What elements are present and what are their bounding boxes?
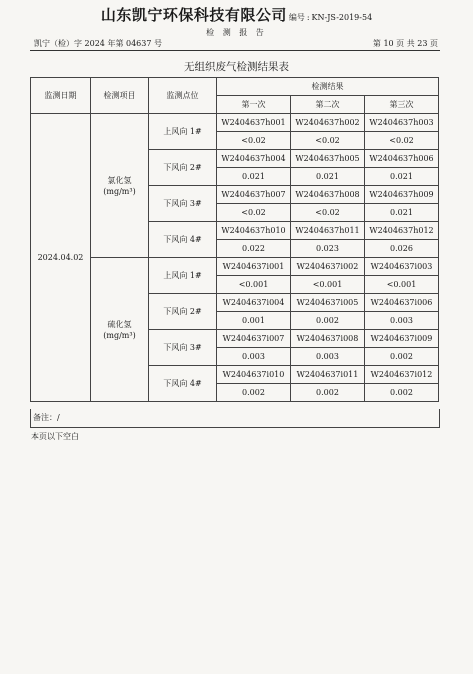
sample-id: W2404637i011 [291, 366, 365, 384]
test-item-cell [91, 258, 149, 402]
code-separator: : [306, 13, 310, 22]
sample-id: W2404637h010 [217, 222, 291, 240]
result-value: 0.002 [365, 348, 439, 366]
test-item-name: 氯化氢 [107, 175, 132, 185]
sample-id: W2404637i010 [217, 366, 291, 384]
company-name: 山东凯宁环保科技有限公司 [100, 6, 287, 24]
sample-id: W2404637i006 [365, 294, 439, 312]
page-footer: 本页以下空白 [31, 432, 79, 441]
result-value: <0.001 [291, 276, 365, 294]
result-value: 0.026 [365, 240, 439, 258]
sample-id: W2404637h005 [291, 150, 365, 168]
result-value: 0.002 [365, 384, 439, 402]
sample-id: W2404637i005 [291, 294, 365, 312]
result-value: 0.002 [291, 384, 365, 402]
result-value: 0.022 [217, 240, 291, 258]
sample-id: W2404637h009 [365, 186, 439, 204]
col-header-run-3: 第三次 [365, 96, 439, 114]
sample-id: W2404637h004 [217, 150, 291, 168]
code-label: 编号 [288, 13, 305, 22]
monitoring-point: 下风向 2# [149, 294, 217, 330]
sample-id: W2404637i001 [217, 258, 291, 276]
sample-id: W2404637i012 [365, 366, 439, 384]
sample-id: W2404637h001 [217, 114, 291, 132]
result-value: 0.003 [217, 348, 291, 366]
header-rule [30, 50, 440, 51]
test-item-cell [91, 114, 149, 258]
result-value: <0.02 [291, 132, 365, 150]
sample-id: W2404637h002 [291, 114, 365, 132]
header-row [31, 78, 439, 96]
monitoring-point: 下风向 4# [149, 366, 217, 402]
col-header-date: 监测日期 [31, 78, 91, 114]
result-value: <0.02 [291, 204, 365, 222]
col-header-run-2: 第二次 [291, 96, 365, 114]
monitoring-point: 上风向 1# [149, 258, 217, 294]
sample-id: W2404637i003 [365, 258, 439, 276]
result-value: 0.023 [291, 240, 365, 258]
result-value: 0.003 [365, 312, 439, 330]
result-value: 0.003 [291, 348, 365, 366]
monitoring-point: 下风向 4# [149, 222, 217, 258]
result-value: <0.02 [217, 204, 291, 222]
result-value: 0.002 [217, 384, 291, 402]
monitoring-point: 下风向 3# [149, 330, 217, 366]
report-subtitle: 检 测 报 告 [206, 28, 267, 37]
company-header [0, 4, 473, 25]
sample-id: W2404637h007 [217, 186, 291, 204]
test-item-unit: (mg/m³) [103, 186, 136, 196]
test-item-unit: (mg/m³) [103, 330, 136, 340]
sample-id: W2404637h012 [365, 222, 439, 240]
sample-id: W2404637i009 [365, 330, 439, 348]
results-table [30, 77, 439, 402]
result-value: 0.001 [217, 312, 291, 330]
result-value: 0.021 [365, 204, 439, 222]
result-value: 0.021 [291, 168, 365, 186]
test-item-name: 硫化氢 [107, 319, 132, 329]
table-row [31, 258, 439, 276]
monitoring-point: 下风向 3# [149, 186, 217, 222]
remarks: 备注：/ [30, 409, 440, 428]
col-header-results: 检测结果 [217, 78, 439, 96]
sample-id: W2404637h008 [291, 186, 365, 204]
sample-id: W2404637i004 [217, 294, 291, 312]
sample-id: W2404637i007 [217, 330, 291, 348]
monitoring-date: 2024.04.02 [31, 114, 91, 402]
sample-id: W2404637i002 [291, 258, 365, 276]
sample-id: W2404637h011 [291, 222, 365, 240]
col-header-run-1: 第一次 [217, 96, 291, 114]
monitoring-point: 下风向 2# [149, 150, 217, 186]
page-info: 第 10 页 共 23 页 [372, 39, 438, 48]
result-value: 0.021 [365, 168, 439, 186]
result-value: <0.001 [217, 276, 291, 294]
table-row [31, 114, 439, 132]
table-title: 无组织废气检测结果表 [184, 61, 289, 73]
col-header-item: 检测项目 [91, 78, 149, 114]
report-number: 凯宁（检）字 2024 年第 04637 号 [34, 39, 162, 48]
reference-row [34, 38, 438, 49]
result-value: 0.021 [217, 168, 291, 186]
result-value: <0.02 [365, 132, 439, 150]
col-header-point: 监测点位 [149, 78, 217, 114]
result-value: 0.002 [291, 312, 365, 330]
result-value: <0.02 [217, 132, 291, 150]
sample-id: W2404637h003 [365, 114, 439, 132]
sample-id: W2404637h006 [365, 150, 439, 168]
document-code: KN-JS-2019-54 [311, 13, 373, 22]
sample-id: W2404637i008 [291, 330, 365, 348]
monitoring-point: 上风向 1# [149, 114, 217, 150]
result-value: <0.001 [365, 276, 439, 294]
